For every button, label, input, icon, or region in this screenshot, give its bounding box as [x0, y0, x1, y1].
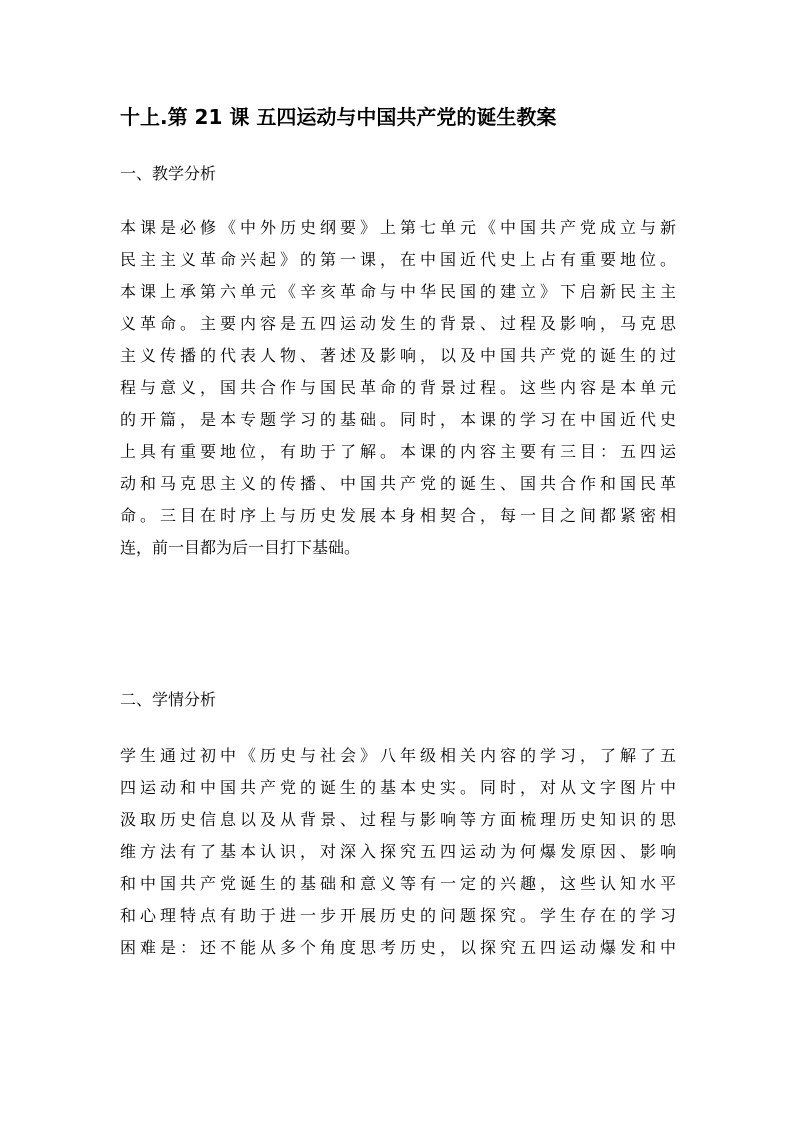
text-line: 主义传播的代表人物、著述及影响，以及中国共产党的诞生的过: [120, 346, 676, 365]
text-line: 学生通过初中《历史与社会》八年级相关内容的学习，了解了五: [120, 746, 676, 765]
section-heading-student-analysis: 二、学情分析: [120, 690, 217, 709]
text-line: 的开篇，是本专题学习的基础。同时，本课的学习在中国近代史: [120, 410, 676, 429]
text-line: 命。三目在时序上与历史发展本身相契合，每一目之间都紧密相: [120, 506, 676, 525]
text-line: 动和马克思主义的传播、中国共产党的诞生、国共合作和国民革: [120, 474, 676, 493]
paragraph-student-analysis: [120, 740, 676, 964]
paragraph-teaching-analysis: [120, 212, 676, 564]
text-line: 四运动和中国共产党的诞生的基本史实。同时，对从文字图片中: [120, 778, 676, 797]
text-line: 上具有重要地位，有助于了解。本课的内容主要有三目：五四运: [120, 442, 676, 461]
text-line: 程与意义，国共合作与国民革命的背景过程。这些内容是本单元: [120, 378, 676, 397]
text-line: 义革命。主要内容是五四运动发生的背景、过程及影响，马克思: [120, 314, 676, 333]
text-line: 连，前一目都为后一目打下基础。: [120, 538, 361, 557]
text-line: 本课是必修《中外历史纲要》上第七单元《中国共产党成立与新: [120, 218, 676, 237]
text-line: 和心理特点有助于进一步开展历史的问题探究。学生存在的学习: [120, 906, 676, 925]
text-line: 和中国共产党诞生的基础和意义等有一定的兴趣，这些认知水平: [120, 874, 676, 893]
text-line: 民主主义革命兴起》的第一课，在中国近代史上占有重要地位。: [120, 250, 676, 269]
text-line: 本课上承第六单元《辛亥革命与中华民国的建立》下启新民主主: [120, 282, 676, 301]
text-line: 汲取历史信息以及从背景、过程与影响等方面梳理历史知识的思: [120, 810, 676, 829]
text-line: 维方法有了基本认识，对深入探究五四运动为何爆发原因、影响: [120, 842, 676, 861]
text-line: 困难是：还不能从多个角度思考历史，以探究五四运动爆发和中: [120, 938, 676, 957]
section-heading-teaching-analysis: 一、教学分析: [120, 164, 217, 183]
document-title: 十上.第 21 课 五四运动与中国共产党的诞生教案: [120, 105, 557, 129]
